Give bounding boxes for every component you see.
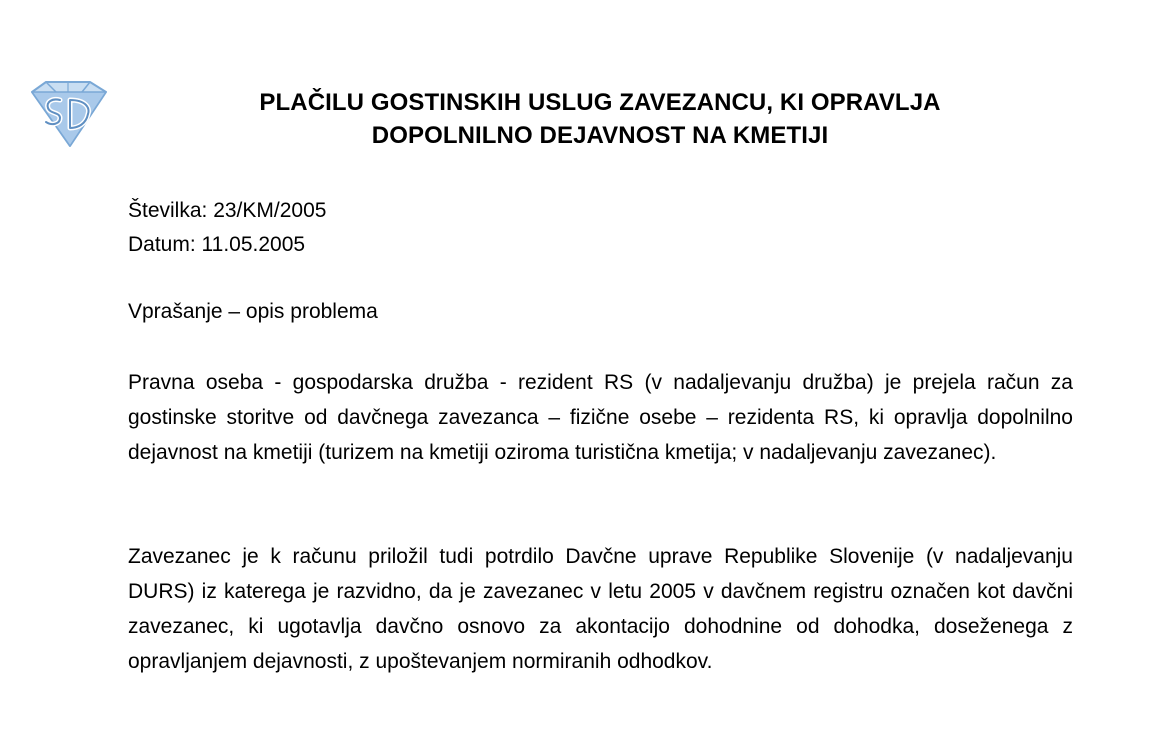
logo-icon [26,78,110,150]
paragraph-1: Pravna oseba - gospodarska družba - rezident RS (v nadaljevanju družba) je prejela račun za gostinske storitve od davčnega zavezanca – fizične osebe – rezidenta RS, ki opravlja dopolnilno dejavnost na kmetiji (turizem na kmetiji oziroma turistična kmetija; v nadaljevanju zavezanec). [128,371,1073,464]
paragraph-2: Zavezanec je k računu priložil tudi potrdilo Davčne uprave Republike Slovenije (v nadaljevanju DURS) iz katerega je razvidno, da je zavezanec v letu 2005 v davčnem registru označen kot davčni zavezanec, ki ugotavlja davčno osnovo za akontacijo dohodnine od dohodka, doseženega z opravljanjem dejavnosti, z upoštevanjem normiranih odhodkov. [128,545,1073,673]
document-title [120,86,1080,152]
document-number: Številka: 23/KM/2005 [128,199,327,222]
title-line-1: PLAČILU GOSTINSKIH USLUG ZAVEZANCU, KI OPRAVLJA [259,89,941,116]
question-heading: Vprašanje – opis problema [128,300,378,323]
document-date: Datum: 11.05.2005 [128,233,306,256]
title-line-2: DOPOLNILNO DEJAVNOST NA KMETIJI [371,122,829,149]
document-meta [128,194,326,262]
